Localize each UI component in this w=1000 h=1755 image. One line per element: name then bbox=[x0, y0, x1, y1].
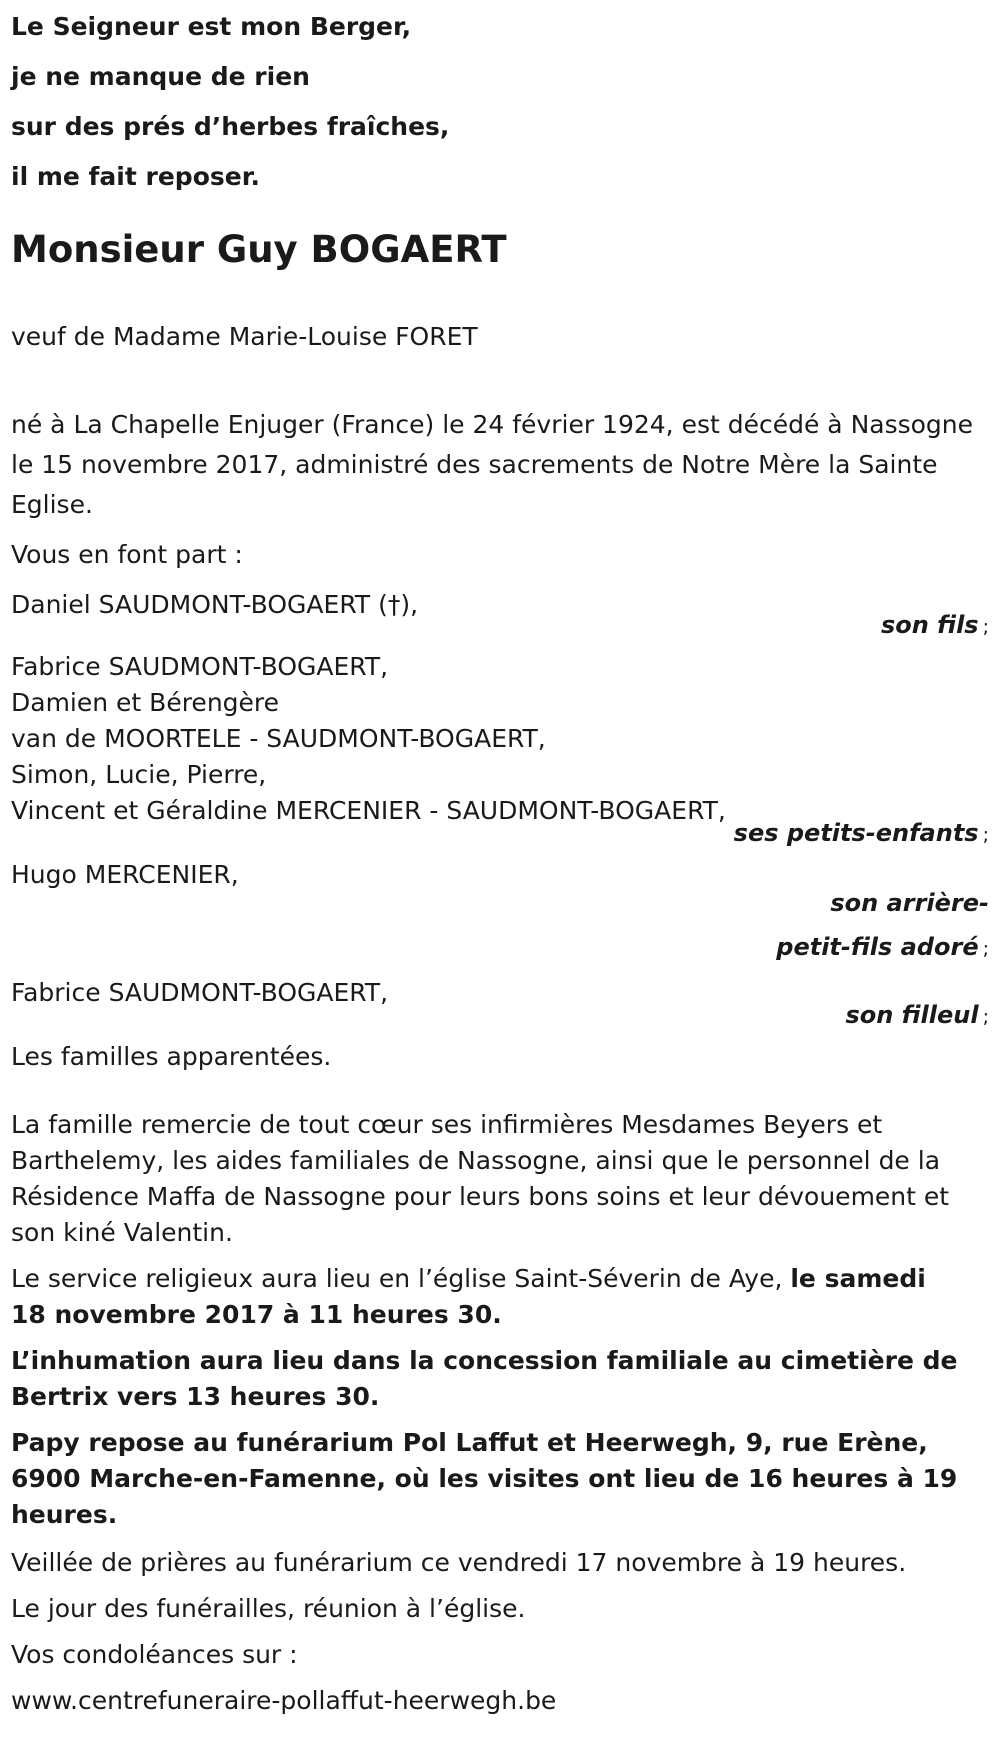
great-grandson-block bbox=[11, 855, 989, 971]
relation-punct: ; bbox=[982, 1006, 989, 1028]
grandchild-line: Vincent et Géraldine MERCENIER - SAUDMONT-BOGAERT, bbox=[11, 796, 726, 825]
burial-paragraph bbox=[11, 1343, 989, 1415]
service-intro: Le service religieux aura lieu en l’église Saint-Séverin de Aye, bbox=[11, 1264, 783, 1293]
service-date-part1: le samedi bbox=[790, 1264, 926, 1293]
relation-label: ses petits-enfants bbox=[733, 819, 979, 847]
grandchild-line: Fabrice SAUDMONT-BOGAERT, bbox=[11, 652, 389, 681]
announcement: Vous en font part : bbox=[11, 540, 243, 569]
funeral-day-line: Le jour des funérailles, réunion à l’église. bbox=[11, 1594, 526, 1623]
son-block bbox=[11, 585, 989, 643]
obituary-page bbox=[11, 0, 989, 1721]
relation-punct: ; bbox=[982, 938, 989, 960]
relation-label: son fils bbox=[880, 611, 979, 639]
grandchildren-block bbox=[11, 649, 989, 851]
website-link[interactable]: www.centrefuneraire-pollaffut-heerwegh.be bbox=[11, 1686, 557, 1715]
verse-line: Le Seigneur est mon Berger, bbox=[11, 12, 412, 41]
relation-label: son arrière- bbox=[830, 889, 989, 917]
deceased-name: Monsieur Guy BOGAERT bbox=[11, 228, 507, 271]
godson-block bbox=[11, 973, 989, 1033]
great-grandson-relation-line2 bbox=[11, 925, 989, 971]
service-date-part2: 18 novembre 2017 à 11 heures 30. bbox=[11, 1300, 502, 1329]
psalm-verse bbox=[11, 0, 989, 202]
burial-text: L’inhumation aura lieu dans la concession familiale au cimetière de Bertrix vers 13 heures 30. bbox=[11, 1346, 958, 1411]
relation-punct: ; bbox=[982, 824, 989, 846]
verse-line: il me fait reposer. bbox=[11, 162, 260, 191]
grandchild-line: van de MOORTELE - SAUDMONT-BOGAERT, bbox=[11, 724, 546, 753]
condolences-label: Vos condoléances sur : bbox=[11, 1640, 298, 1669]
funeral-home-text: Papy repose au funérarium Pol Laffut et Heerwegh, 9, rue Erène, 6900 Marche-en-Famenne, où les visites ont lieu de 16 heures à 19 heures. bbox=[11, 1428, 958, 1529]
funeral-home-paragraph bbox=[11, 1425, 989, 1533]
relation-label: petit-fils adoré bbox=[776, 933, 979, 961]
grandchild-line: Simon, Lucie, Pierre, bbox=[11, 760, 267, 789]
spouse-line: veuf de Madame Marie-Louise FORET bbox=[11, 322, 478, 351]
vigil-line: Veillée de prières au funérarium ce vendredi 17 novembre à 19 heures. bbox=[11, 1548, 907, 1577]
relatives-line: Les familles apparentées. bbox=[11, 1042, 332, 1071]
service-paragraph bbox=[11, 1261, 989, 1333]
birth-death-paragraph: né à La Chapelle Enjuger (France) le 24 février 1924, est décédé à Nassogne le 15 novembre 2017, administré des sacrements de Notre Mère la Sainte Eglise. bbox=[11, 410, 974, 519]
verse-line: je ne manque de rien bbox=[11, 62, 310, 91]
relation-label: son filleul bbox=[845, 1001, 979, 1029]
grandchild-line: Damien et Bérengère bbox=[11, 688, 280, 717]
son-name: Daniel SAUDMONT-BOGAERT (†), bbox=[11, 590, 419, 619]
verse-line: sur des prés d’herbes fraîches, bbox=[11, 112, 450, 141]
relation-punct: ; bbox=[982, 616, 989, 638]
thanks-paragraph: La famille remercie de tout cœur ses infirmières Mesdames Beyers et Barthelemy, les aides familiales de Nassogne, ainsi que le personnel de la Résidence Maffa de Nassogne pour leurs bons soins et leur dévouement et son kiné Valentin. bbox=[11, 1110, 950, 1247]
great-grandson-name: Hugo MERCENIER, bbox=[11, 860, 239, 889]
godson-name: Fabrice SAUDMONT-BOGAERT, bbox=[11, 978, 389, 1007]
